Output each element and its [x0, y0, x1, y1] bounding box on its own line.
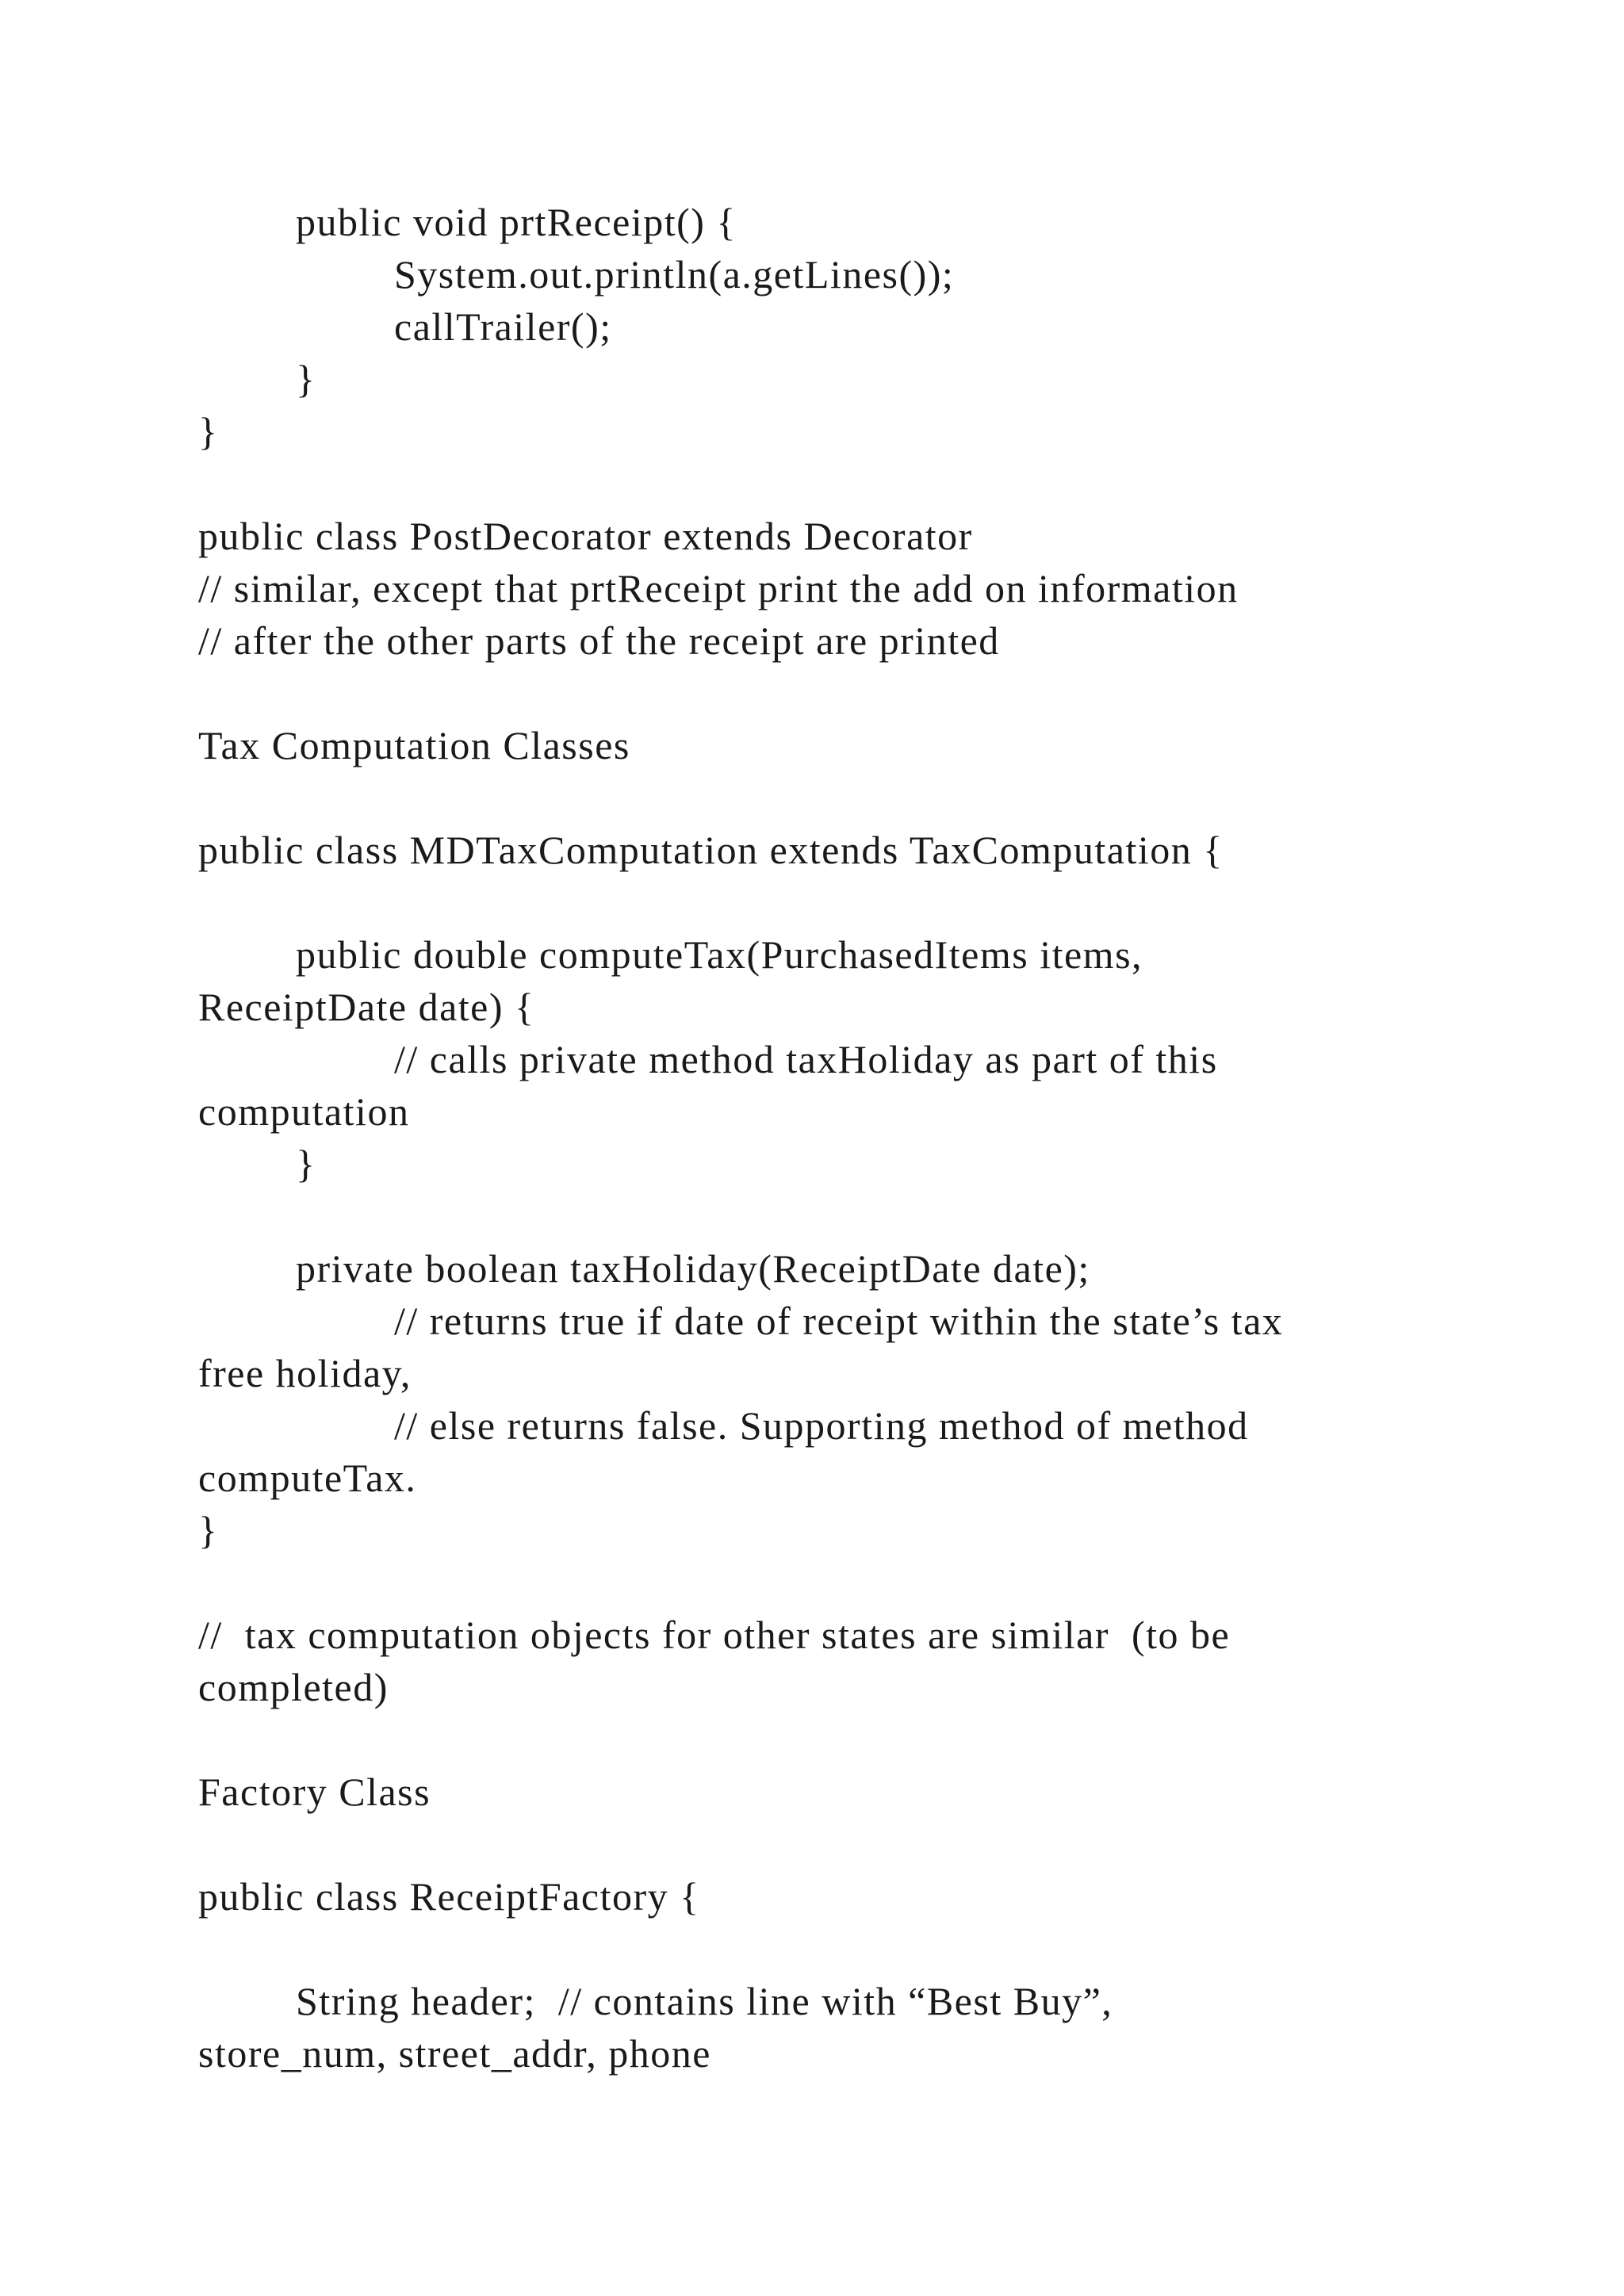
code-comment-line: // else returns false. Supporting method of method	[394, 1403, 1249, 1448]
code-comment-line: completed)	[198, 1665, 389, 1709]
code-line: public void prtReceipt() {	[296, 200, 737, 244]
code-line: public class MDTaxComputation extends TaxComputation {	[198, 828, 1224, 872]
code-line: callTrailer();	[394, 304, 612, 349]
code-line: }	[198, 409, 219, 453]
code-line: }	[296, 1142, 316, 1186]
code-line: }	[198, 1508, 219, 1552]
code-line: }	[296, 357, 316, 401]
code-line: ReceiptDate date) {	[198, 985, 535, 1029]
code-comment-line: free holiday,	[198, 1351, 412, 1395]
code-line: public class ReceiptFactory {	[198, 1874, 700, 1919]
code-comment-line: // tax computation objects for other states are similar (to be	[198, 1613, 1231, 1657]
code-comment-line: computeTax.	[198, 1456, 417, 1500]
code-line: System.out.println(a.getLines());	[394, 252, 955, 297]
code-line: String header; // contains line with “Best Buy”,	[296, 1979, 1113, 2023]
code-comment-line: computation	[198, 1089, 410, 1134]
code-comment-line: // returns true if date of receipt within the state’s tax	[394, 1299, 1284, 1343]
code-comment-line: // similar, except that prtReceipt print the add on information	[198, 566, 1239, 610]
code-line: public double computeTax(PurchasedItems items,	[296, 932, 1143, 977]
code-comment-line: // after the other parts of the receipt are printed	[198, 618, 1000, 663]
code-line: public class PostDecorator extends Decorator	[198, 514, 973, 558]
section-heading: Factory Class	[198, 1770, 431, 1814]
code-comment-line: // calls private method taxHoliday as part of this	[394, 1037, 1218, 1081]
code-line: store_num, street_addr, phone	[198, 2031, 711, 2076]
code-line: private boolean taxHoliday(ReceiptDate date);	[296, 1246, 1090, 1291]
section-heading: Tax Computation Classes	[198, 723, 630, 767]
